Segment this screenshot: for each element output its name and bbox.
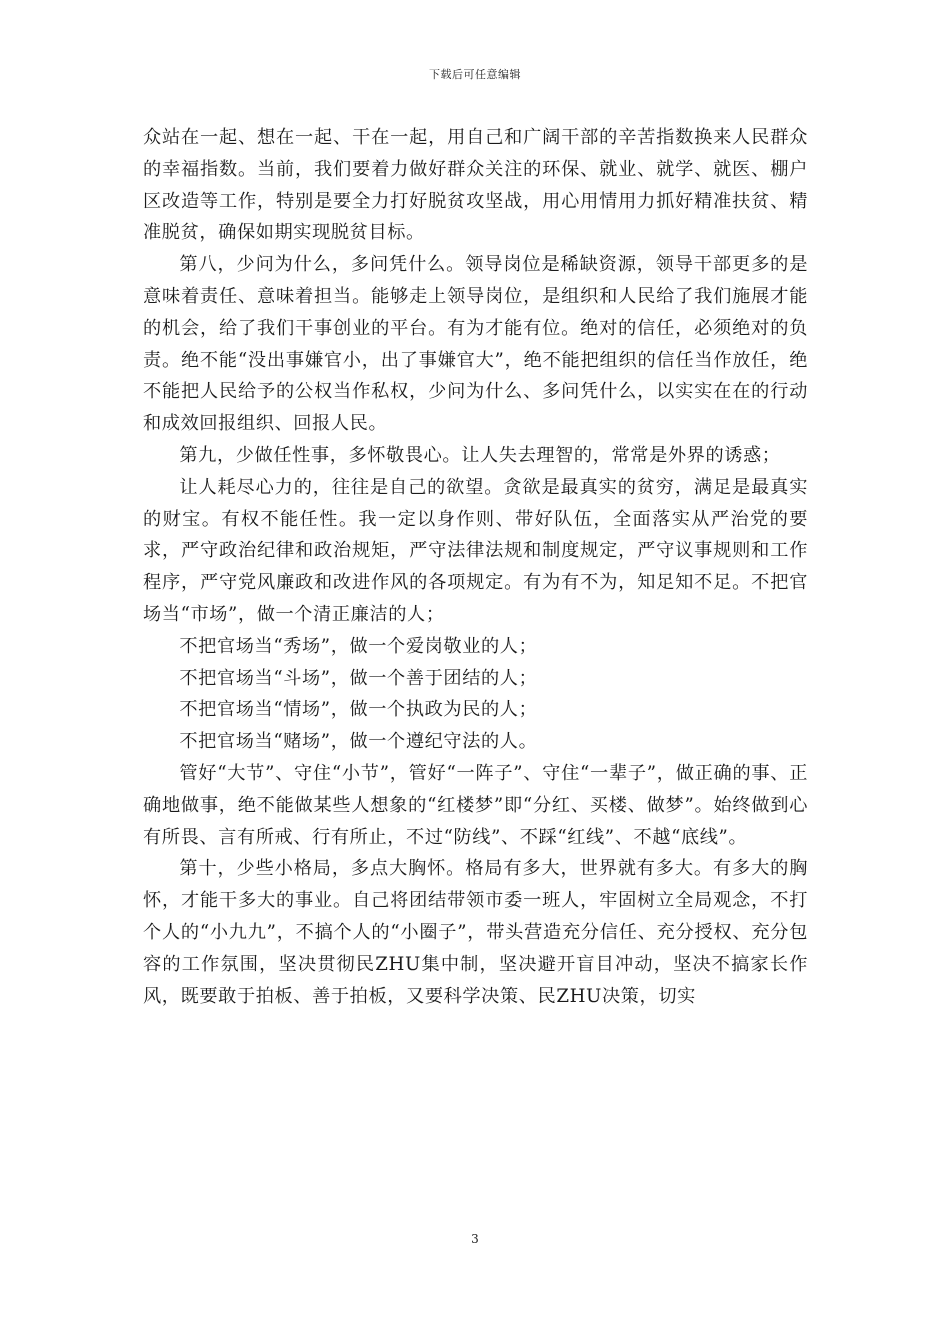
paragraph: 不把官场当“斗场”，做一个善于团结的人；: [179, 667, 538, 689]
page-number: 3: [471, 1232, 479, 1246]
paragraph: 不把官场当“情场”，做一个执政为民的人；: [179, 699, 538, 721]
paragraph: 众站在一起、想在一起、干在一起，用自己和广阔干部的辛苦指数换来人民群众的幸福指数。当前，我们要着力做好群众关注的环保、就业、就学、就医、棚户区改造等工作，特别是要全力打好脱贫攻坚战，用心用情用力抓好精准扶贫、精准脱贫，确保如期实现脱贫目标。: [143, 127, 808, 244]
paragraph: 不把官场当“秀场”，做一个爱岗敬业的人；: [179, 635, 538, 657]
paragraph: 不把官场当“赌场”，做一个遵纪守法的人。: [179, 731, 538, 753]
paragraph: 第十，少些小格局，多点大胸怀。格局有多大，世界就有多大。有多大的胸怀，才能干多大的事业。自己将团结带领市委一班人，牢固树立全局观念，不打个人的“小九九”，不搞个人的“小圈子”，带头营造充分信任、充分授权、充分包容的工作氛围，坚决贯彻民ZHU集中制，坚决避开盲目冲动，坚决不搞家长作风，既要敢于拍板、善于拍板，又要科学决策、民ZHU决策，切实: [143, 858, 808, 1007]
paragraph: 第九，少做任性事，多怀敬畏心。让人失去理智的，常常是外界的诱惑；: [179, 444, 781, 466]
paragraph: 第八，少问为什么，多问凭什么。领导岗位是稀缺资源，领导干部更多的是意味着责任、意味着担当。能够走上领导岗位，是组织和人民给了我们施展才能的机会，给了我们干事创业的平台。有为才能有位。绝对的信任，必须绝对的负责。绝不能“没出事嫌官小，出了事嫌官大”，绝不能把组织的信任当作放任，绝不能把人民给予的公权当作私权，少问为什么、多问凭什么，以实实在在的行动和成效回报组织、回报人民。: [143, 254, 808, 435]
paragraph: 管好“大节”、守住“小节”，管好“一阵子”、守住“一辈子”，做正确的事、正确地做事，绝不能做某些人想象的“红楼梦”即“分红、买楼、做梦”。始终做到心有所畏、言有所戒、行有所止，不过“防线”、不踩“红线”、不越“底线”。: [143, 762, 808, 848]
paragraph: 让人耗尽心力的，往往是自己的欲望。贪欲是最真实的贫穷，满足是最真实的财宝。有权不能任性。我一定以身作则、带好队伍，全面落实从严治党的要求，严守政治纪律和政治规矩，严守法律法规和制度规定，严守议事规则和工作程序，严守党风廉政和改进作风的各项规定。有为有不为，知足知不足。不把官场当“市场”，做一个清正廉洁的人；: [143, 476, 808, 625]
page-header: 下载后可任意编辑: [429, 68, 521, 81]
document-body: [143, 122, 808, 1012]
